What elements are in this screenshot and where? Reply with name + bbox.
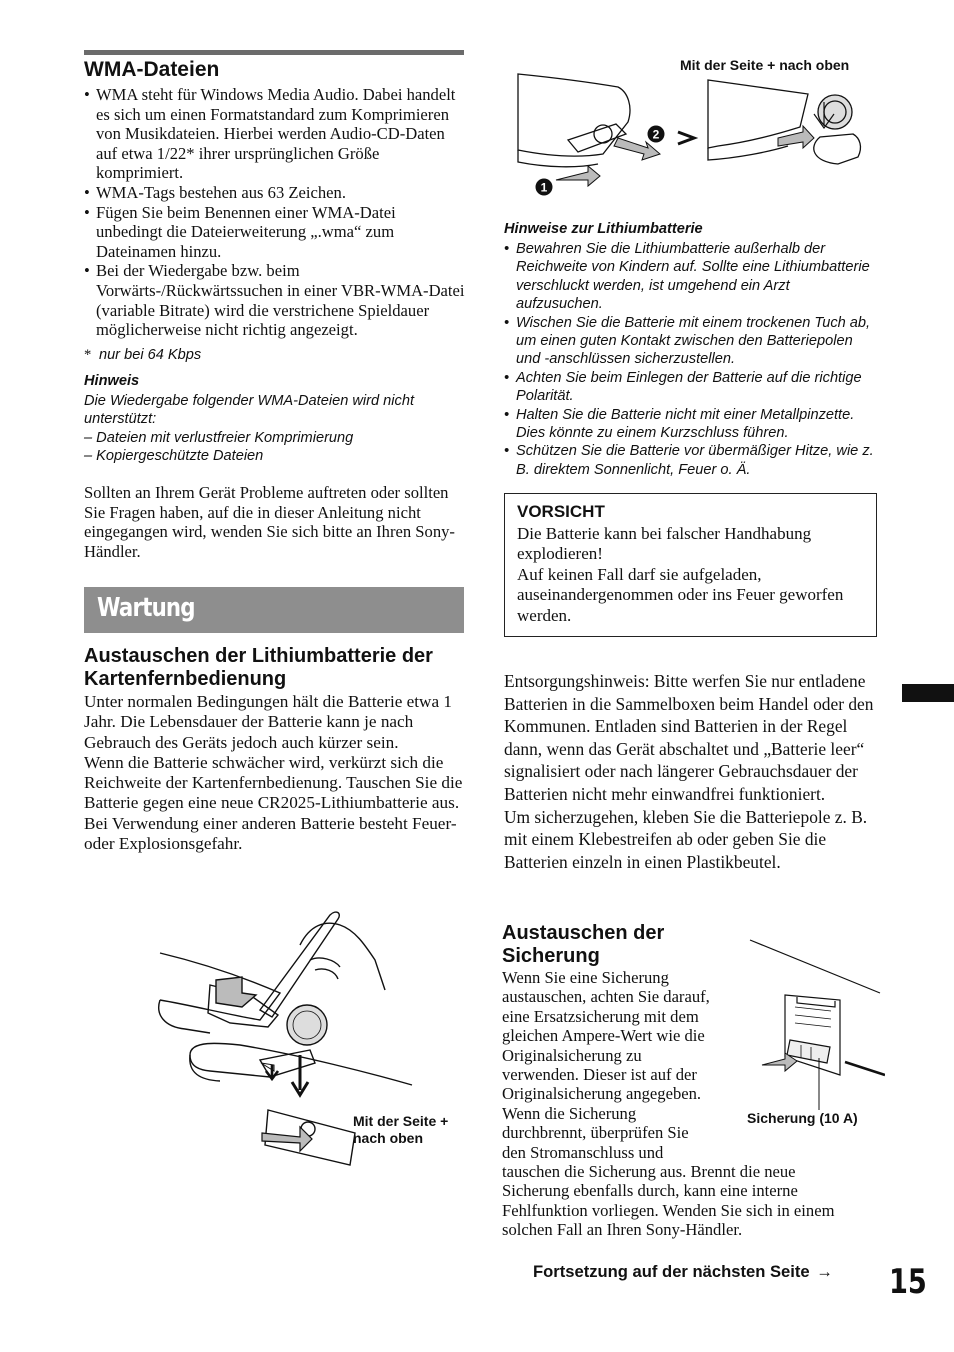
language-tab-marker [902,684,954,702]
wma-bullet: • Fügen Sie beim Benennen einer WMA-Datei unbedingt die Dateierweiterung „.wma“ zum Dateinamen hinzu. [84,203,466,262]
fuse-line: Originalsicherung zu [502,1045,642,1065]
continue-text: Fortsetzung auf der nächsten Seite [533,1262,810,1281]
wma-bullet-list [84,85,466,340]
top-rule [84,50,464,55]
caution-box [504,493,877,637]
battery-paragraph: Wenn die Batterie schwächer wird, verkürzt sich die Reichweite der Kartenfernbedienung. Tauschen Sie die Batterie gegen eine neue CR2025-Lithiumbatterie aus. Bei Verwendung einer anderen Batterie besteht Feuer- oder Explosionsgefahr. [84,752,463,854]
battery-paragraph: Unter normalen Bedingungen hält die Batterie etwa 1 Jahr. Die Lebensdauer der Batterie kann je nach Gebrauch des Geräts jedoch auch kürzer sein. [84,692,452,752]
fuse-line: Fehlfunktion vorliegen. Wenden Sie sich in einem [502,1200,835,1220]
bottom-label-line: nach oben [353,1130,424,1146]
fuse-line: den Stromanschluss und [502,1142,664,1162]
coin-battery-right [818,95,852,129]
fuse-heading: Austauschen der Sicherung [502,922,665,967]
disposal-paragraph: Um sicherzugehen, kleben Sie die Batteriepole z. B. mit einem Klebestreifen ab oder geben Sie die Batterien einzeln in einen Plastikbeutel. [504,806,868,872]
fuse-line: verwenden. Dieser ist auf der [502,1065,697,1085]
tray-right [814,134,861,164]
remote-card-left [518,74,630,156]
support-paragraph: Sollten an Ihrem Gerät Probleme auftreten oder sollten Sie Fragen haben, auf die in dieser Anleitung nicht eingegangen wird, wenden Sie sich bitte an Ihren Sony-Händler. [84,483,455,561]
tray-left [568,124,626,152]
footnote-mark: * [84,347,92,363]
note-line: – Kopiergeschützte Dateien [84,448,264,465]
wartung-title-bar [84,587,464,633]
lithium-notes-list [504,240,878,479]
wma-note-heading: Hinweis [84,373,140,389]
fuse-line: Originalsicherung angegeben. [502,1084,702,1104]
caution-heading: VORSICHT [517,502,605,521]
step-1-number: 1 [540,180,548,195]
insert-arrow-icon [292,1055,308,1095]
caution-text [517,524,867,626]
fuse-line: Wenn Sie eine Sicherung [502,968,669,987]
next-step-arrow-icon [678,132,694,144]
wma-note-body [84,392,464,466]
wma-bullet: • Bei der Wiedergabe bzw. beim Vorwärts-/Rückwärtssuchen in einer VBR-WMA-Datei (variable Bitrate) wird die verstrichene Spieldauer möglicherweise nicht richtig angezeigt. [84,261,466,339]
wartung-title: Wartung [97,593,195,623]
note-line: – Dateien mit verlustfreier Komprimierung [84,429,354,446]
note-line: Die Wiedergabe folgender WMA-Dateien wird nicht unterstützt: [84,393,414,428]
caution-line: Auf keinen Fall darf sie aufgeladen, auseinandergenommen oder ins Feuer geworfen werden. [517,564,844,625]
fuse-line: gleichen Ampere-Wert wie die [502,1026,705,1046]
fuse-line: solchen Fall an Ihren Sony-Händler. [502,1220,743,1240]
fuse-label: Sicherung (10 A) [747,1110,858,1126]
fuse-line: austauschen, achten Sie darauf, [502,987,710,1007]
wma-heading: WMA-Dateien [84,58,220,81]
footnote-text: nur bei 64 Kbps [98,347,202,363]
step-2-number: 2 [652,127,660,142]
slide-arrow-icon [778,126,814,148]
unit-edge-line [750,940,880,993]
lithium-note: • Achten Sie beim Einlegen der Batterie auf die richtige Polarität. [504,369,878,406]
continue-footer [533,1262,833,1282]
top-figure-label: Mit der Seite + nach oben [680,57,850,73]
lithium-note: • Schützen Sie die Batterie vor übermäßiger Hitze, wie z. B. direktem Sonnenlicht, Feuer o. Ä. [504,442,878,479]
wma-bullet: • WMA-Tags bestehen aus 63 Zeichen. [84,183,466,203]
battery-removal-illustration [508,72,878,200]
wma-footnote [84,346,464,364]
bottom-figure-label [353,1113,448,1147]
wma-bullet: • WMA steht für Windows Media Audio. Dabei handelt es sich um einen Formatstandard zum Komprimieren von Musikdateien. Hierbei werden Audio-CD-Daten auf etwa 1/22* ihrer ursprünglichen Größe komprimiert. [84,85,466,183]
battery-replacement-illustration [150,905,470,1205]
page-number: 15 [889,1262,927,1302]
fuse-illustration [745,935,885,1110]
fuse-line: durchbrennt, überprüfen Sie [502,1123,689,1143]
bottom-label-line: Mit der Seite + [353,1113,449,1129]
lithium-note: • Halten Sie die Batterie nicht mit einer Metallpinzette. Dies könnte zu einem Kurzschluss führen. [504,406,878,443]
stylus-pen [260,912,339,1017]
lithium-note: • Bewahren Sie die Lithiumbatterie außerhalb der Reichweite von Kindern auf. Sollte eine Lithiumbatterie verschluckt werden, ist umgehend ein Arzt aufzusuchen. [504,240,878,314]
push-arrow-icon [556,166,600,186]
fuse-line: eine Ersatzsicherung mit dem [502,1006,699,1026]
lithium-note: • Wischen Sie die Batterie mit einem trockenen Tuch ab, um einen guten Kontakt zwischen den Batteriepolen und -anschlüssen sicherzustellen. [504,314,878,369]
fuse-line: tauschen die Sicherung aus. Brennt die neue [502,1162,796,1182]
disposal-paragraph: Entsorgungshinweis: Bitte werfen Sie nur entladene Batterien in die Sammelboxen beim Handel oder den Kommunen. Entladen sind Batterien in der Regel dann, wenn das Gerät abschaltet und „Batterie leer“ signalisiert oder nach längerer Gebrauchsdauer der Batterien nicht mehr einwandfrei funktioniert. [504,671,874,804]
battery-heading: Austauschen der Lithiumbatterie der Kartenfernbedienung [84,645,433,690]
lithium-notes-heading: Hinweise zur Lithiumbatterie [504,221,703,237]
right-arrow-icon: → [816,1262,833,1281]
disposal-text [504,670,880,873]
caution-line: Die Batterie kann bei falscher Handhabung explodieren! [517,524,812,564]
slide-arrow-icon [262,1127,312,1151]
fuse-line: Wenn die Sicherung [502,1103,637,1123]
battery-text [84,692,466,854]
fuse-line: Sicherung ebenfalls durch, kann eine interne [502,1181,798,1201]
